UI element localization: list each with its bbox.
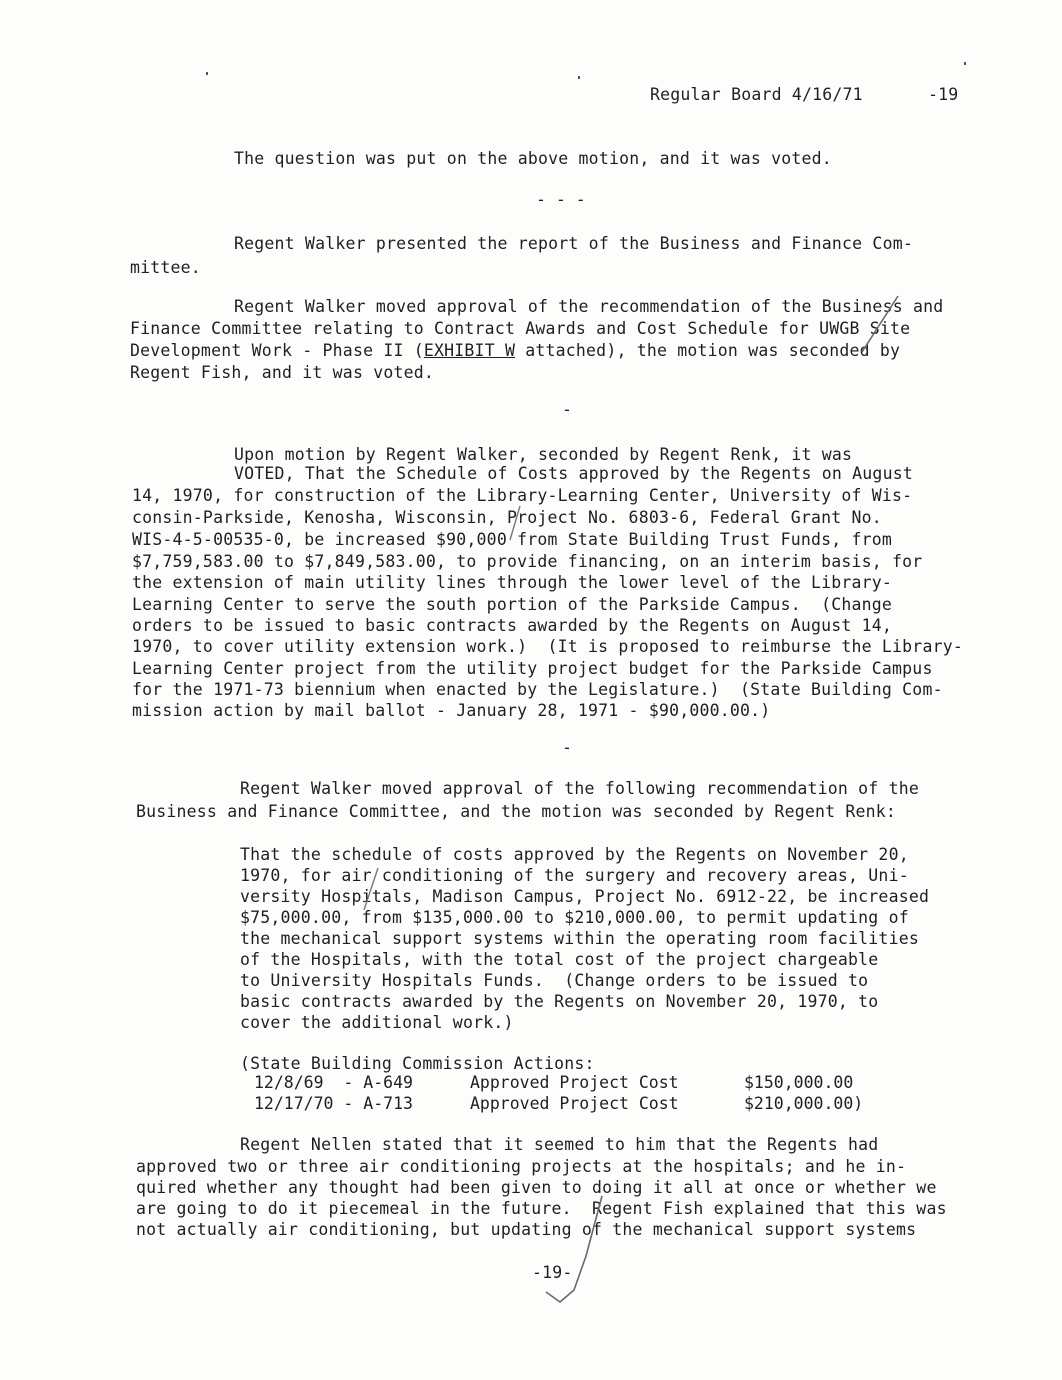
hospitals-resolution-line: $75,000.00, from $135,000.00 to $210,000.00, to permit updating of	[240, 908, 909, 927]
parkside-resolution-line: for the 1971-73 biennium when enacted by the Legislature.) (State Building Com-	[132, 680, 943, 699]
hospitals-resolution-line: the mechanical support systems within the operating room facilities	[240, 929, 919, 948]
parkside-resolution-line: 1970, to cover utility extension work.) (It is proposed to reimburse the Library-	[132, 637, 963, 656]
parkside-resolution-line: mission action by mail ballot - January 28, 1971 - $90,000.00.)	[132, 701, 771, 720]
scan-speck	[578, 76, 580, 79]
scan-speck	[206, 72, 208, 75]
discussion-line: are going to do it piecemeal in the future. Regent Fish explained that this was	[136, 1199, 947, 1218]
sbc-description: Approved Project Cost	[470, 1094, 679, 1113]
uwgb-motion-line-3	[130, 340, 900, 361]
header-meeting: Regular Board 4/16/71	[650, 85, 863, 104]
table-row	[254, 1094, 863, 1115]
section-divider: -	[562, 738, 572, 757]
parkside-resolution-line: the extension of main utility lines through the lower level of the Library-	[132, 573, 893, 592]
vote-statement: The question was put on the above motion, and it was voted.	[234, 149, 832, 168]
discussion-line: approved two or three air conditioning projects at the hospitals; and he in-	[136, 1157, 907, 1176]
uwgb-motion-text-a: Development Work - Phase II (	[130, 341, 424, 360]
uwgb-motion-line-4: Regent Fish, and it was voted.	[130, 363, 435, 382]
table-row	[254, 1073, 863, 1094]
hospitals-resolution-line: of the Hospitals, with the total cost of the project chargeable	[240, 950, 879, 969]
hospitals-resolution-line: versity Hospitals, Madison Campus, Project No. 6912-22, be increased	[240, 887, 930, 906]
committee-report-line-1: Regent Walker presented the report of the Business and Finance Com-	[234, 234, 913, 253]
sbc-date-action: 12/17/70 - A-713	[254, 1094, 413, 1113]
sbc-actions-table	[254, 1073, 863, 1115]
sbc-date-action: 12/8/69 - A-649	[254, 1073, 413, 1092]
hospitals-resolution-line: cover the additional work.)	[240, 1013, 514, 1032]
uwgb-motion-line-1: Regent Walker moved approval of the recommendation of the Business and	[234, 297, 944, 316]
hospitals-resolution-line: 1970, for air conditioning of the surgery and recovery areas, Uni-	[240, 866, 909, 885]
section-divider: -	[562, 400, 572, 419]
hospitals-motion-intro-line: Business and Finance Committee, and the motion was seconded by Regent Renk:	[136, 802, 897, 821]
discussion-line: Regent Nellen stated that it seemed to him that the Regents had	[240, 1135, 879, 1154]
committee-report-line-2: mittee.	[130, 258, 201, 277]
parkside-resolution-line: Learning Center to serve the south portion of the Parkside Campus. (Change	[132, 595, 893, 614]
sbc-amount: $150,000.00	[744, 1073, 854, 1092]
parkside-resolution-line: WIS-4-5-00535-0, be increased $90,000 from State Building Trust Funds, from	[132, 530, 893, 549]
parkside-resolution-line: $7,759,583.00 to $7,849,583.00, to provide financing, on an interim basis, for	[132, 552, 923, 571]
hospitals-resolution-line: to University Hospitals Funds. (Change orders to be issued to	[240, 971, 869, 990]
parkside-resolution-line: orders to be issued to basic contracts awarded by the Regents on August 14,	[132, 616, 893, 635]
uwgb-motion-line-2: Finance Committee relating to Contract Awards and Cost Schedule for UWGB Site	[130, 319, 911, 338]
parkside-resolution-line: VOTED, That the Schedule of Costs approved by the Regents on August	[234, 464, 913, 483]
section-divider: - - -	[536, 190, 586, 209]
parkside-resolution-line: consin-Parkside, Kenosha, Wisconsin, Project No. 6803-6, Federal Grant No.	[132, 508, 882, 527]
exhibit-reference: EXHIBIT W	[423, 341, 516, 360]
discussion-line: quired whether any thought had been given to doing it all at once or whether we	[136, 1178, 937, 1197]
sbc-description: Approved Project Cost	[470, 1073, 679, 1092]
parkside-resolution-line: Upon motion by Regent Walker, seconded by Regent Renk, it was	[234, 445, 853, 464]
hospitals-resolution-line: basic contracts awarded by the Regents on November 20, 1970, to	[240, 992, 879, 1011]
parkside-resolution-line: Learning Center project from the utility project budget for the Parkside Campus	[132, 659, 933, 678]
hospitals-resolution-line: That the schedule of costs approved by the Regents on November 20,	[240, 845, 909, 864]
parkside-resolution-line: 14, 1970, for construction of the Library-Learning Center, University of Wis-	[132, 486, 913, 505]
header-page-number: -19	[928, 85, 959, 104]
sbc-amount: $210,000.00)	[744, 1094, 864, 1113]
discussion-line: not actually air conditioning, but updating of the mechanical support systems	[136, 1220, 917, 1239]
hospitals-motion-intro-line: Regent Walker moved approval of the following recommendation of the	[240, 779, 919, 798]
scan-speck	[964, 62, 966, 65]
uwgb-motion-text-b: attached), the motion was seconded by	[515, 341, 901, 360]
footer-page-number: -19-	[532, 1263, 573, 1282]
sbc-heading: (State Building Commission Actions:	[240, 1054, 595, 1073]
